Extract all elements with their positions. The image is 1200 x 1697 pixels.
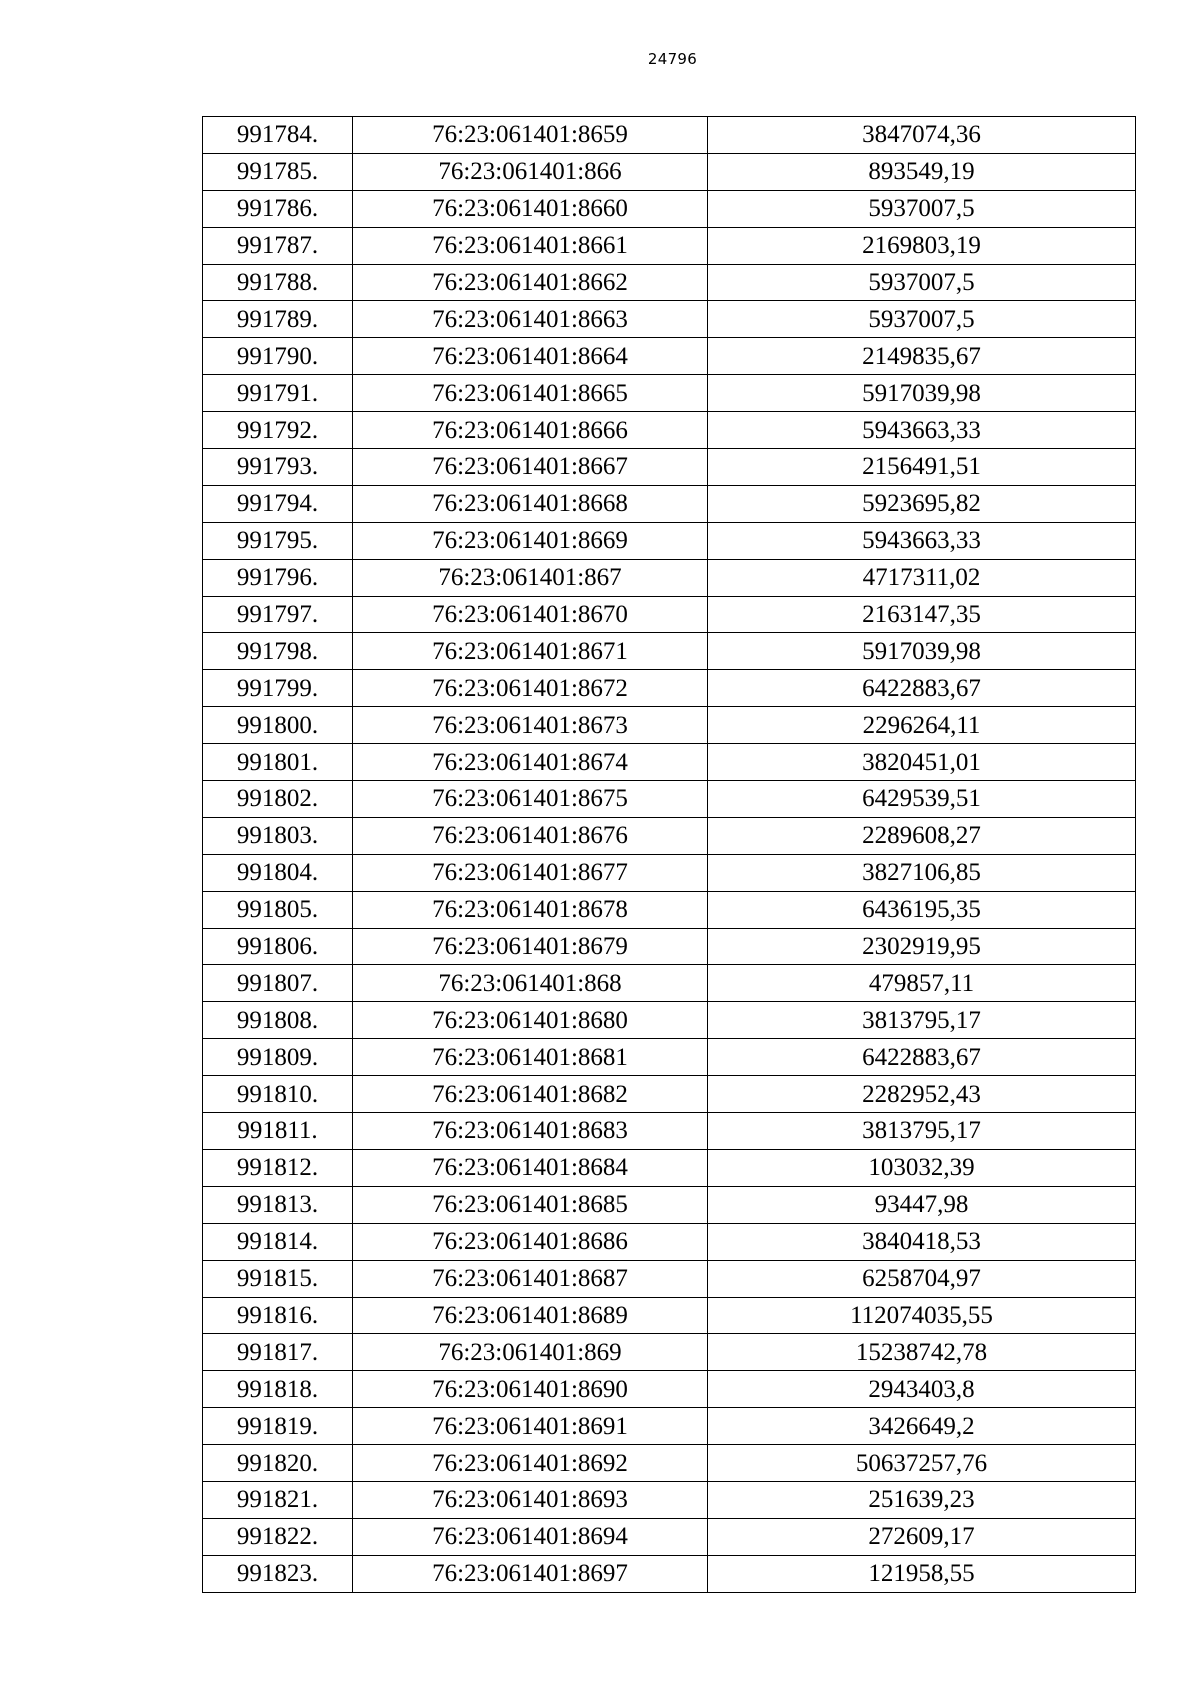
cadastral-number-cell: 76:23:061401:8689 (353, 1297, 708, 1334)
table-row (203, 596, 1136, 633)
cadastral-value-cell: 2156491,51 (708, 449, 1136, 486)
cadastral-number-cell: 76:23:061401:8693 (353, 1481, 708, 1518)
table-row (203, 522, 1136, 559)
table-row (203, 117, 1136, 154)
row-number-cell: 991802. (203, 781, 353, 818)
cadastral-value-cell: 3813795,17 (708, 1113, 1136, 1150)
cadastral-value-cell: 6429539,51 (708, 781, 1136, 818)
row-number-cell: 991823. (203, 1555, 353, 1592)
row-number-cell: 991818. (203, 1371, 353, 1408)
table-row (203, 1518, 1136, 1555)
cadastral-value-cell: 112074035,55 (708, 1297, 1136, 1334)
cadastral-number-cell: 76:23:061401:8671 (353, 633, 708, 670)
table-row (203, 264, 1136, 301)
cadastral-value-cell: 2296264,11 (708, 707, 1136, 744)
cadastral-number-cell: 76:23:061401:8669 (353, 522, 708, 559)
cadastral-number-cell: 76:23:061401:8660 (353, 190, 708, 227)
cadastral-value-cell: 893549,19 (708, 153, 1136, 190)
row-number-cell: 991795. (203, 522, 353, 559)
table-row (203, 1297, 1136, 1334)
cadastral-value-cell: 3426649,2 (708, 1408, 1136, 1445)
page-number: 24796 (647, 50, 698, 68)
cadastral-number-cell: 76:23:061401:8659 (353, 117, 708, 154)
cadastral-value-cell: 3820451,01 (708, 744, 1136, 781)
row-number-cell: 991790. (203, 338, 353, 375)
table-row (203, 1113, 1136, 1150)
row-number-cell: 991812. (203, 1149, 353, 1186)
row-number-cell: 991803. (203, 817, 353, 854)
cadastral-number-cell: 76:23:061401:8663 (353, 301, 708, 338)
table-row (203, 707, 1136, 744)
row-number-cell: 991784. (203, 117, 353, 154)
table-row (203, 227, 1136, 264)
row-number-cell: 991814. (203, 1223, 353, 1260)
cadastral-value-cell: 5937007,5 (708, 190, 1136, 227)
table-row (203, 1334, 1136, 1371)
row-number-cell: 991817. (203, 1334, 353, 1371)
table-row (203, 1002, 1136, 1039)
cadastral-value-cell: 5917039,98 (708, 633, 1136, 670)
cadastral-value-cell: 6422883,67 (708, 1039, 1136, 1076)
cadastral-number-cell: 76:23:061401:869 (353, 1334, 708, 1371)
cadastral-number-cell: 76:23:061401:8678 (353, 891, 708, 928)
cadastral-number-cell: 76:23:061401:8692 (353, 1445, 708, 1482)
table-body (203, 117, 1136, 1593)
row-number-cell: 991819. (203, 1408, 353, 1445)
row-number-cell: 991806. (203, 928, 353, 965)
row-number-cell: 991804. (203, 854, 353, 891)
cadastral-value-cell: 5923695,82 (708, 485, 1136, 522)
row-number-cell: 991807. (203, 965, 353, 1002)
cadastral-value-table (202, 116, 1136, 1593)
row-number-cell: 991815. (203, 1260, 353, 1297)
row-number-cell: 991787. (203, 227, 353, 264)
cadastral-value-cell: 5917039,98 (708, 375, 1136, 412)
row-number-cell: 991801. (203, 744, 353, 781)
row-number-cell: 991820. (203, 1445, 353, 1482)
cadastral-value-cell: 6258704,97 (708, 1260, 1136, 1297)
table-row (203, 781, 1136, 818)
cadastral-number-cell: 76:23:061401:868 (353, 965, 708, 1002)
row-number-cell: 991793. (203, 449, 353, 486)
cadastral-number-cell: 76:23:061401:8661 (353, 227, 708, 264)
cadastral-value-cell: 251639,23 (708, 1481, 1136, 1518)
row-number-cell: 991788. (203, 264, 353, 301)
row-number-cell: 991786. (203, 190, 353, 227)
cadastral-number-cell: 76:23:061401:8690 (353, 1371, 708, 1408)
table-row (203, 633, 1136, 670)
table-row (203, 1481, 1136, 1518)
table-row (203, 153, 1136, 190)
cadastral-number-cell: 76:23:061401:8683 (353, 1113, 708, 1150)
row-number-cell: 991785. (203, 153, 353, 190)
cadastral-value-cell: 121958,55 (708, 1555, 1136, 1592)
table-row (203, 1076, 1136, 1113)
cadastral-value-cell: 5943663,33 (708, 522, 1136, 559)
cadastral-number-cell: 76:23:061401:867 (353, 559, 708, 596)
row-number-cell: 991797. (203, 596, 353, 633)
cadastral-number-cell: 76:23:061401:8675 (353, 781, 708, 818)
cadastral-value-cell: 103032,39 (708, 1149, 1136, 1186)
row-number-cell: 991809. (203, 1039, 353, 1076)
table-row (203, 449, 1136, 486)
table-row (203, 744, 1136, 781)
table-row (203, 817, 1136, 854)
cadastral-number-cell: 76:23:061401:8676 (353, 817, 708, 854)
table-row (203, 190, 1136, 227)
cadastral-value-cell: 2163147,35 (708, 596, 1136, 633)
cadastral-value-cell: 272609,17 (708, 1518, 1136, 1555)
table-row (203, 338, 1136, 375)
cadastral-value-cell: 3847074,36 (708, 117, 1136, 154)
cadastral-value-cell: 2282952,43 (708, 1076, 1136, 1113)
row-number-cell: 991794. (203, 485, 353, 522)
cadastral-value-cell: 2149835,67 (708, 338, 1136, 375)
cadastral-number-cell: 76:23:061401:8682 (353, 1076, 708, 1113)
cadastral-number-cell: 76:23:061401:8672 (353, 670, 708, 707)
cadastral-number-cell: 76:23:061401:8679 (353, 928, 708, 965)
row-number-cell: 991789. (203, 301, 353, 338)
table-row (203, 301, 1136, 338)
row-number-cell: 991800. (203, 707, 353, 744)
cadastral-value-cell: 5943663,33 (708, 412, 1136, 449)
cadastral-number-cell: 76:23:061401:8665 (353, 375, 708, 412)
cadastral-value-cell: 15238742,78 (708, 1334, 1136, 1371)
cadastral-value-cell: 2169803,19 (708, 227, 1136, 264)
row-number-cell: 991813. (203, 1186, 353, 1223)
cadastral-number-cell: 76:23:061401:8666 (353, 412, 708, 449)
cadastral-number-cell: 76:23:061401:8662 (353, 264, 708, 301)
cadastral-number-cell: 76:23:061401:8694 (353, 1518, 708, 1555)
cadastral-value-cell: 3840418,53 (708, 1223, 1136, 1260)
table-row (203, 375, 1136, 412)
cadastral-value-cell: 6422883,67 (708, 670, 1136, 707)
cadastral-number-cell: 76:23:061401:8664 (353, 338, 708, 375)
table-row (203, 1223, 1136, 1260)
cadastral-number-cell: 76:23:061401:8668 (353, 485, 708, 522)
cadastral-number-cell: 76:23:061401:8687 (353, 1260, 708, 1297)
cadastral-number-cell: 76:23:061401:8670 (353, 596, 708, 633)
cadastral-value-cell: 3813795,17 (708, 1002, 1136, 1039)
table-row (203, 1408, 1136, 1445)
row-number-cell: 991791. (203, 375, 353, 412)
row-number-cell: 991811. (203, 1113, 353, 1150)
cadastral-number-cell: 76:23:061401:866 (353, 153, 708, 190)
row-number-cell: 991799. (203, 670, 353, 707)
cadastral-value-cell: 2302919,95 (708, 928, 1136, 965)
cadastral-number-cell: 76:23:061401:8686 (353, 1223, 708, 1260)
cadastral-number-cell: 76:23:061401:8680 (353, 1002, 708, 1039)
cadastral-value-cell: 50637257,76 (708, 1445, 1136, 1482)
cadastral-number-cell: 76:23:061401:8685 (353, 1186, 708, 1223)
cadastral-number-cell: 76:23:061401:8677 (353, 854, 708, 891)
cadastral-value-cell: 2289608,27 (708, 817, 1136, 854)
row-number-cell: 991792. (203, 412, 353, 449)
table-row (203, 1039, 1136, 1076)
cadastral-value-cell: 5937007,5 (708, 264, 1136, 301)
table-row (203, 891, 1136, 928)
row-number-cell: 991798. (203, 633, 353, 670)
cadastral-value-cell: 3827106,85 (708, 854, 1136, 891)
cadastral-value-cell: 5937007,5 (708, 301, 1136, 338)
cadastral-number-cell: 76:23:061401:8691 (353, 1408, 708, 1445)
table-row (203, 1555, 1136, 1592)
row-number-cell: 991821. (203, 1481, 353, 1518)
cadastral-number-cell: 76:23:061401:8667 (353, 449, 708, 486)
row-number-cell: 991808. (203, 1002, 353, 1039)
table-row (203, 1445, 1136, 1482)
cadastral-value-cell: 2943403,8 (708, 1371, 1136, 1408)
table-row (203, 1149, 1136, 1186)
table-row (203, 412, 1136, 449)
row-number-cell: 991816. (203, 1297, 353, 1334)
table-row (203, 1371, 1136, 1408)
cadastral-value-cell: 93447,98 (708, 1186, 1136, 1223)
table-row (203, 854, 1136, 891)
table-row (203, 1186, 1136, 1223)
table-row (203, 559, 1136, 596)
cadastral-value-cell: 6436195,35 (708, 891, 1136, 928)
row-number-cell: 991810. (203, 1076, 353, 1113)
table-row (203, 485, 1136, 522)
table-row (203, 1260, 1136, 1297)
cadastral-number-cell: 76:23:061401:8684 (353, 1149, 708, 1186)
row-number-cell: 991805. (203, 891, 353, 928)
cadastral-number-cell: 76:23:061401:8697 (353, 1555, 708, 1592)
cadastral-number-cell: 76:23:061401:8681 (353, 1039, 708, 1076)
cadastral-number-cell: 76:23:061401:8673 (353, 707, 708, 744)
cadastral-value-cell: 479857,11 (708, 965, 1136, 1002)
cadastral-value-cell: 4717311,02 (708, 559, 1136, 596)
table-row (203, 928, 1136, 965)
table-row (203, 965, 1136, 1002)
cadastral-number-cell: 76:23:061401:8674 (353, 744, 708, 781)
row-number-cell: 991796. (203, 559, 353, 596)
table-row (203, 670, 1136, 707)
row-number-cell: 991822. (203, 1518, 353, 1555)
